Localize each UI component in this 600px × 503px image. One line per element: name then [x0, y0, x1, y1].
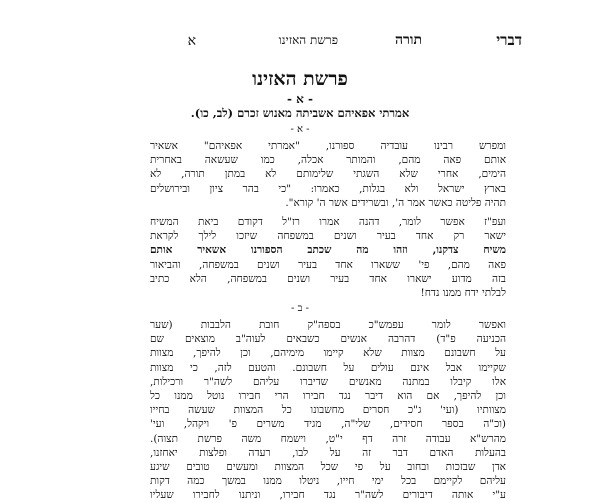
- paragraph-line: בזה מדוע ישארו אחד בעיר ושנים במשפחה, הלא כתיב: [150, 272, 506, 285]
- paragraph-line: מצוותיו (ועי' ג"כ חסרים מחשבונו כל המצוות שעשה בחייו: [150, 404, 506, 417]
- running-header: [150, 33, 522, 53]
- section-marker-1: - א -: [286, 92, 314, 106]
- paragraph-line: אלו קיבלו במתנה מאנשים שדיברו עליהם לשה"ר ורכילות,: [150, 375, 506, 388]
- sub-marker-1: - א -: [290, 124, 310, 135]
- paragraph-line: בהעלות האדם דבר זה על לבו, רעדה ופלצות יאחזנו,: [150, 446, 506, 459]
- paragraph-line: אותם פאה מהם, והמותר אכלה, כמו שעשאה באחרית: [150, 154, 506, 167]
- paragraph-line: ישאר רק אחד בעיר ושנים במשפחה שיזכו לילך לקראת: [150, 230, 506, 243]
- verse-quote: אמרתי אפאיהם אשביתה מאנוש זכרם (לב, כו).: [190, 106, 410, 120]
- header-torah: תורה: [394, 32, 422, 48]
- paragraph-line: ע"י אותה דיבורים לשה"ר נגד חבירו, וניתנו לחבירו שעליו: [150, 489, 506, 502]
- sub-marker-2: - ב -: [291, 303, 309, 314]
- paragraph-1: [150, 139, 506, 210]
- paragraph-line: תהיה פליטה כאשר אמר ה', ובשרידים אשר ה' קורא".: [285, 196, 506, 209]
- paragraph-line: וכן להיפך, אם הוא דיבר נגד חבירו הרי חבירו נוטל ממנו כל: [150, 390, 506, 403]
- paragraph-line: ומפרש רבינו עובדיה ספורנו, "אמרתי אפאיהם" אשאיר: [150, 140, 506, 152]
- paragraph-line: ועפ"ז אפשר לומר, דהנה אמרו רז"ל דקודם ביאת המשיח: [150, 216, 506, 228]
- paragraph-line: הימים, אחרי שלא השגתי שלימותם לא במתן תורה, לא: [150, 168, 506, 181]
- header-book: דברי: [496, 31, 522, 49]
- paragraph-line: בארץ ישראל ולא בגלות, כאמרו: "כי בהר ציון ובירושלים: [150, 182, 506, 195]
- paragraph-line: משיח צדקנו, וזהו מה שכתב הספורנו אשאיר אותם: [150, 244, 506, 257]
- paragraph-line: הכניעה פ"ד) דהרבה אנשים כשבאים לעוה"ב מוצאים שם: [150, 333, 506, 346]
- paragraph-line: מהרש"א עבודה זרה דף י"ט, וישמח משה פרשת תצוה).: [150, 432, 506, 445]
- paragraph-line: (וכ"ה בספר חסידים, שלי"ה, מגיד משרים פ' ויקהל, ועי': [150, 418, 506, 431]
- paragraph-line: עליהם לקיימם בכל ימי חייו, ניטלו ממנו במשך כמה דקות: [150, 475, 506, 488]
- paragraph-line: שקיימו אבל אינם עולים על חשבונם. והטעם לזה, כי מצוות: [150, 361, 506, 374]
- paragraph-line: לבלתי ידח ממנו נדח!: [420, 287, 506, 300]
- paragraph-line: על חשבונם מצוות שלא קיימו מימיהם, וכן להיפך, מצוות: [150, 347, 506, 360]
- paragraph-3: [150, 318, 506, 503]
- page-title: פרשת האזינו: [252, 68, 348, 90]
- header-page-letter: א: [187, 33, 196, 49]
- paragraph-line: אדן שבזכות ובחוב על פי שכל המצוות ומעשים טובים שיגע: [150, 461, 506, 474]
- paragraph-line: פאה מהם, פי' ששארו אחד בעיר ושנים במשפחה, והביאור: [150, 258, 506, 271]
- header-parsha: פרשת האזינו: [278, 33, 338, 47]
- paragraph-line: ואפשר לומר עפמש"כ בספה"ק חובת הלבבות (שער: [150, 319, 506, 331]
- paragraph-2: [150, 215, 506, 300]
